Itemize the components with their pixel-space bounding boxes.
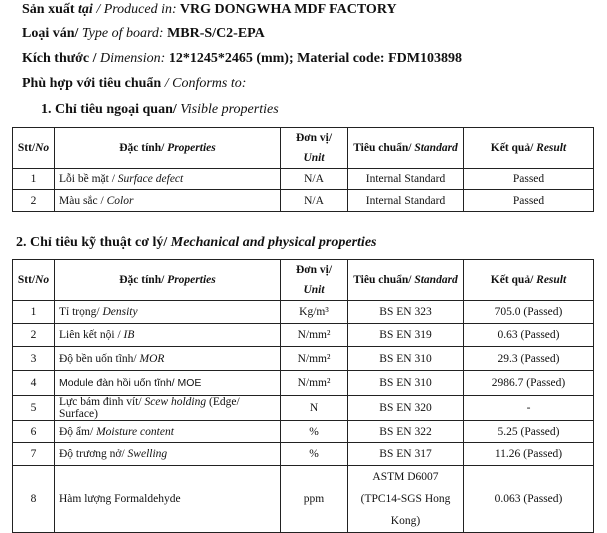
row-standard: BS EN 310	[348, 347, 464, 371]
row-property: Độ bền uốn tĩnh/ MOR	[55, 347, 281, 371]
row-standard: ASTM D6007 (TPC14-SGS Hong Kong)	[348, 466, 464, 533]
conform-label-vn: Phù hợp với tiêu chuẩn	[22, 76, 162, 91]
col-unit: Đơn vị/ Unit	[281, 128, 348, 169]
row-standard: BS EN 320	[348, 396, 464, 421]
section2-title	[16, 235, 377, 251]
table-row	[13, 371, 594, 396]
row-no: 6	[13, 421, 55, 443]
table-row	[13, 324, 594, 347]
row-unit: ppm	[281, 466, 348, 533]
mechanical-properties-table	[12, 259, 594, 533]
type-value: MBR-S/C2-EPA	[163, 26, 265, 41]
row-property: Màu sắc / Color	[55, 190, 281, 212]
table-row	[13, 421, 594, 443]
col-properties: Đặc tính/ Properties	[55, 260, 281, 301]
produced-value: VRG DONGWHA MDF FACTORY	[176, 2, 397, 17]
row-standard: BS EN 317	[348, 443, 464, 466]
row-property: Liên kết nội / IB	[55, 324, 281, 347]
section2-title-vn: Chỉ tiêu kỹ thuật cơ lý/	[26, 235, 168, 250]
table-row	[13, 347, 594, 371]
row-result: -	[464, 396, 594, 421]
produced-label-en: / Produced in:	[92, 2, 177, 17]
row-property: Tỉ trọng/ Density	[55, 301, 281, 324]
board-type-line	[22, 26, 265, 42]
col-stt: Stt/No	[13, 260, 55, 301]
row-no: 7	[13, 443, 55, 466]
row-result: 0.63 (Passed)	[464, 324, 594, 347]
row-result: Passed	[464, 190, 594, 212]
row-result: Passed	[464, 169, 594, 190]
col-unit: Đơn vị/ Unit	[281, 260, 348, 301]
produced-sep-vn: tại	[74, 2, 93, 17]
produced-label-vn: Sản xuất	[22, 2, 75, 17]
section2-number: 2.	[16, 235, 27, 250]
conforms-line	[22, 76, 246, 92]
dim-label-vn: Kích thước /	[22, 51, 97, 66]
table-row	[13, 190, 594, 212]
row-result: 5.25 (Passed)	[464, 421, 594, 443]
visible-properties-table	[12, 127, 594, 212]
row-property: Độ trương nở/ Swelling	[55, 443, 281, 466]
row-unit: N/mm²	[281, 347, 348, 371]
col-result: Kết quả/ Result	[464, 128, 594, 169]
row-no: 3	[13, 347, 55, 371]
table-row	[13, 443, 594, 466]
conform-label-en: / Conforms to:	[161, 76, 247, 91]
row-standard: Internal Standard	[348, 190, 464, 212]
row-unit: N/A	[281, 190, 348, 212]
row-unit: Kg/m³	[281, 301, 348, 324]
dimension-line	[22, 51, 462, 67]
row-no: 1	[13, 301, 55, 324]
section2-title-en: Mechanical and physical properties	[167, 235, 377, 250]
row-result: 0.063 (Passed)	[464, 466, 594, 533]
type-label-vn: Loại ván/	[22, 26, 79, 41]
row-unit: N	[281, 396, 348, 421]
section1-number: 1.	[41, 102, 52, 117]
row-standard: BS EN 310	[348, 371, 464, 396]
row-no: 1	[13, 169, 55, 190]
section1-title-en: Visible properties	[176, 102, 279, 117]
row-no: 4	[13, 371, 55, 396]
table-row	[13, 466, 594, 533]
row-result: 705.0 (Passed)	[464, 301, 594, 324]
section1-title	[41, 102, 279, 118]
row-no: 5	[13, 396, 55, 421]
row-property: Module đàn hồi uốn tĩnh/ MOE	[55, 371, 281, 396]
table-header-row	[13, 128, 594, 169]
dim-label-en: Dimension:	[96, 51, 166, 66]
row-unit: N/mm²	[281, 371, 348, 396]
row-unit: %	[281, 421, 348, 443]
row-result: 11.26 (Passed)	[464, 443, 594, 466]
col-stt: Stt/No	[13, 128, 55, 169]
table-row	[13, 301, 594, 324]
row-unit: N/A	[281, 169, 348, 190]
type-label-en: Type of board:	[78, 26, 164, 41]
row-unit: N/mm²	[281, 324, 348, 347]
table-row	[13, 396, 594, 421]
row-standard: Internal Standard	[348, 169, 464, 190]
row-no: 2	[13, 324, 55, 347]
row-property: Hàm lượng Formaldehyde	[55, 466, 281, 533]
row-no: 8	[13, 466, 55, 533]
dim-value: 12*1245*2465 (mm); Material code: FDM103898	[165, 51, 462, 66]
table-row	[13, 169, 594, 190]
row-property: Lực bám đinh vít/ Scew holding (Edge/ Surface)	[55, 396, 281, 421]
row-standard: BS EN 319	[348, 324, 464, 347]
produced-in-line	[22, 2, 397, 18]
row-standard: BS EN 323	[348, 301, 464, 324]
row-unit: %	[281, 443, 348, 466]
col-result: Kết quả/ Result	[464, 260, 594, 301]
section1-title-vn: Chỉ tiêu ngoại quan/	[51, 102, 177, 117]
row-result: 29.3 (Passed)	[464, 347, 594, 371]
col-properties: Đặc tính/ Properties	[55, 128, 281, 169]
row-no: 2	[13, 190, 55, 212]
row-standard: BS EN 322	[348, 421, 464, 443]
row-property: Độ ẩm/ Moisture content	[55, 421, 281, 443]
row-result: 2986.7 (Passed)	[464, 371, 594, 396]
col-standard: Tiêu chuẩn/ Standard	[348, 260, 464, 301]
col-standard: Tiêu chuẩn/ Standard	[348, 128, 464, 169]
row-property: Lỗi bề mặt / Surface defect	[55, 169, 281, 190]
table-header-row	[13, 260, 594, 301]
